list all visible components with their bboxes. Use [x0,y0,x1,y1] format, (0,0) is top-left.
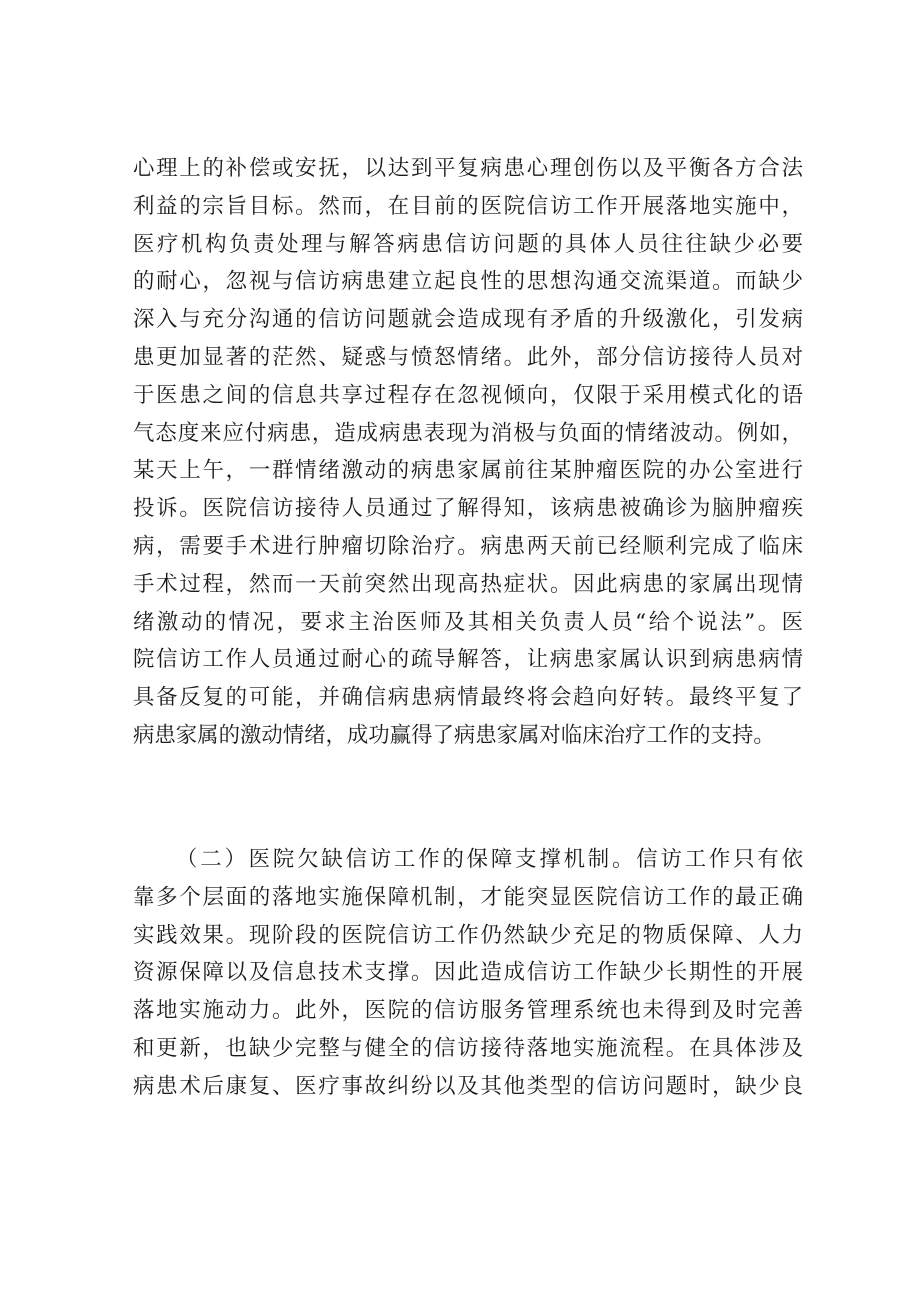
text-line: 心理上的补偿或安抚，以达到平复病患心理创伤以及平衡各方合法 [133,156,803,181]
text-line: 投诉。医院信访接待人员通过了解得知，该病患被确诊为脑肿瘤疾 [133,496,803,522]
text-line: 病，需要手术进行肿瘤切除治疗。病患两天前已经顺利完成了临床 [133,533,803,559]
text-line: 病患家属的激动情绪，成功赢得了病患家属对临床治疗工作的支持。 [133,722,775,748]
text-line: 某天上午，一群情绪激动的病患家属前往某肿瘤医院的办公室进行 [133,458,803,484]
text-line: 利益的宗旨目标。然而，在目前的医院信访工作开展落地实施中， [133,193,803,219]
section-heading-line: （二）医院欠缺信访工作的保障支撑机制。信访工作只有依 [176,847,803,872]
text-line: 医疗机构负责处理与解答病患信访问题的具体人员往往缺少必要 [133,231,803,257]
text-line: 绪激动的情况，要求主治医师及其相关负责人员“给个说法”。医 [133,609,803,635]
text-line: 的耐心，忽视与信访病患建立起良性的思想沟通交流渠道。而缺少 [133,269,803,295]
text-line: 靠多个层面的落地实施保障机制，才能突显医院信访工作的最正确 [133,884,803,910]
text-line: 患更加显著的茫然、疑惑与愤怒情绪。此外，部分信访接待人员对 [133,344,803,370]
text-line: 实践效果。现阶段的医院信访工作仍然缺少充足的物质保障、人力 [133,922,803,948]
text-line: 于医患之间的信息共享过程存在忽视倾向，仅限于采用模式化的语 [133,382,803,408]
paragraph-section-two [133,841,803,1106]
text-line: 手术过程，然而一天前突然出现高热症状。因此病患的家属出现情 [133,571,803,597]
text-line: 深入与充分沟通的信访问题就会造成现有矛盾的升级激化，引发病 [133,307,803,333]
text-line: 落地实施动力。此外，医院的信访服务管理系统也未得到及时完善 [133,998,803,1024]
text-line: 具备反复的可能，并确信病患病情最终将会趋向好转。最终平复了 [133,685,803,711]
text-line: 和更新，也缺少完整与健全的信访接待落地实施流程。在具体涉及 [133,1035,803,1061]
text-line: 资源保障以及信息技术支撑。因此造成信访工作缺少长期性的开展 [133,960,803,986]
paragraph-continuation [133,150,803,755]
text-line: 气态度来应付病患，造成病患表现为消极与负面的情绪波动。例如， [133,420,803,446]
text-line: 院信访工作人员通过耐心的疏导解答，让病患家属认识到病患病情 [133,647,803,673]
text-line: 病患术后康复、医疗事故纠纷以及其他类型的信访问题时，缺少良 [133,1073,803,1099]
